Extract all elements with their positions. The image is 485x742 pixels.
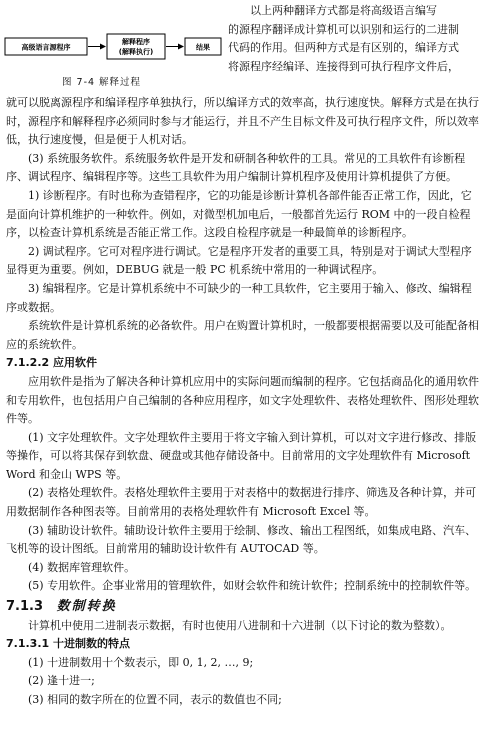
main-content <box>6 94 479 710</box>
decimal-feature-2: (2) 逢十进一; <box>28 674 95 688</box>
heading-application-software: 7.1.2.2 应用软件 <box>6 356 97 370</box>
figure-caption: 图 7-4 解释过程 <box>62 77 142 88</box>
flow-diagram <box>4 18 226 70</box>
interpreter-label-1: 解释程序 <box>122 38 150 46</box>
paragraph-continued: 就可以脱离源程序和编译程序单独执行，所以编译方式的效率高，执行速度快。解释方式是在执行时，源程序和解释程序必须同时参与才能运行，并且不产生目标文件及可执行程序文件，所以效率低，执行速度慢，但是便于人机对话。 <box>6 96 479 147</box>
paragraph-editor: 3) 编辑程序。它是计算机系统中不可缺少的一种工具软件，它主要用于输入、修改、编辑程序或数据。 <box>6 281 472 314</box>
paragraph-diagnostic: 1) 诊断程序。有时也称为查错程序，它的功能是诊断计算机各部件能否正常工作，因此，它是面向计算机维护的一种软件。例如，对微型机加电后，一般都首先运行 ROM 中的一段自检程序，以检查计算机系统是否能正常工作。这段自检程序就是一种最简单的诊断程序。 <box>6 188 472 240</box>
wrap-line-2: 的源程序翻译成计算机可以识别和运行的二进制 <box>228 22 459 36</box>
paragraph-application: 应用软件是指为了解决各种计算机应用中的实际问题而编制的程序。它包括商品化的通用软件和专用软件，也包括用户自己编制的各种应用程序，如文字处理软件、表格处理软件、图形处理软件等。 <box>6 374 479 426</box>
wrap-line-1: 以上两种翻译方式都是将高级语言编写 <box>250 4 437 17</box>
wrapped-text-column <box>228 2 478 76</box>
interpreter-label-2: (解释执行) <box>118 48 154 56</box>
wrap-line-3: 代码的作用。但两种方式是有区别的，编译方式 <box>228 41 459 55</box>
paragraph-special-software: (5) 专用软件。企事业常用的管理软件，如财会软件和统计软件；控制系统中的控制软件等。 <box>28 579 477 593</box>
paragraph-number-systems: 计算机中使用二进制表示数据，有时也使用八进制和十六进制（以下讨论的数为整数）。 <box>28 618 452 632</box>
paragraph-database: (4) 数据库管理软件。 <box>28 560 136 574</box>
heading-number-conversion <box>6 598 479 617</box>
decimal-feature-3: (3) 相同的数字所在的位置不同，表示的数值也不同; <box>28 693 282 706</box>
paragraph-cad: (3) 辅助设计软件。辅助设计软件主要用于绘制、修改、输出工程图纸，如集成电路、汽车、飞机等的设计图纸。目前常用的辅助设计软件有 AUTOCAD 等。 <box>6 523 477 556</box>
paragraph-debug: 2) 调试程序。它可对程序进行调试。它是程序开发者的重要工具，特别是对于调试大型程序显得更为重要。例如，DEBUG 就是一般 PC 机系统中常用的一种调试程序。 <box>6 244 472 277</box>
heading-title: 数制转换 <box>56 599 117 615</box>
decimal-feature-1: (1) 十进制数用十个数表示，即 0, 1, 2, …, 9; <box>28 655 254 669</box>
heading-decimal-features: 7.1.3.1 十进制数的特点 <box>6 637 130 651</box>
source-program-label: 高级语言源程序 <box>21 43 71 52</box>
paragraph-spreadsheet: (2) 表格处理软件。表格处理软件主要用于对表格中的数据进行排序、筛选及各种计算，并可用数据制作各种图表等。目前常用的表格处理软件有 Microsoft Excel 等。 <box>6 486 477 519</box>
wrap-line-4: 将源程序经编译、连接得到可执行程序文件后， <box>228 59 459 73</box>
interpretation-process-figure <box>4 18 226 80</box>
result-label: 结果 <box>196 43 210 52</box>
paragraph-system-service: (3) 系统服务软件。系统服务软件是开发和研制各种软件的工具。常见的工具软件有诊断程序、调试程序、编辑程序等。这些工具软件为用户编制计算机程序及使用计算机提供了方便。 <box>6 151 466 184</box>
paragraph-system-software: 系统软件是计算机系统的必备软件。用户在购置计算机时，一般都要根据需要以及可能配备相应的系统软件。 <box>6 319 479 351</box>
paragraph-word-processing: (1) 文字处理软件。文字处理软件主要用于将文字输入到计算机，可以对文字进行修改、排版等操作，可以将其保存到软盘、硬盘或其他存储设备中。目前常用的文字处理软件有 Microsoft Word 和金山 WPS 等。 <box>6 430 477 481</box>
heading-number: 7.1.3 <box>6 599 44 615</box>
